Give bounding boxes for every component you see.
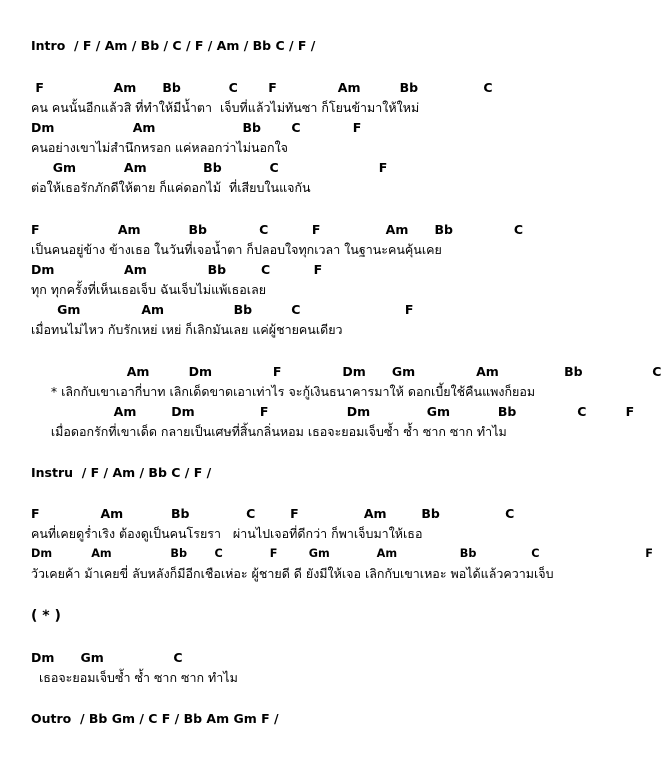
intro-line: Intro / F / Am / Bb / C / F / Am / Bb C / F /	[31, 38, 316, 53]
lyric-line: คนที่เคยดูร่ำเริง ต้องดูเป็นคนโรยรา ผ่านไปเจอที่ดีกว่า ก็พาเจ็บมาให้เธอ	[31, 526, 423, 541]
lyric-line: คนอย่างเขาไม่สำนึกหรอก แค่หลอกว่าไม่นอกใจ	[31, 140, 288, 155]
chord-line: Dm Am Bb C F	[31, 120, 362, 135]
lyric-line: ทุก ทุกครั้งที่เห็นเธอเจ็บ ฉันเจ็บไม่แพ้เธอเลย	[31, 282, 267, 297]
chord-line: Dm Am Bb C F	[31, 262, 323, 277]
lyric-line: * เลิกกับเขาเอากี่บาท เลิกเด็ดขาดเอาเท่าไร จะกู้เงินธนาคารมาให้ ดอกเบี้ยใช้คืนแพงก็ยอม	[31, 384, 536, 399]
chord-line: F Am Bb C F Am Bb C	[31, 506, 515, 521]
lyric-line: เมื่อดอกรักที่เขาเด็ด กลายเป็นเศษที่สิ้นกลิ่นหอม เธอจะยอมเจ็บซ้ำ ซ้ำ ซาก ซาก ทำไม	[31, 424, 507, 439]
lyric-line: วัวเคยค้า ม้าเคยขี่ ลับหลังก็มีอีกเชือเห่อะ ผู้ชายดี ดี ยังมีให้เจอ เลิกกับเขาเหอะ พอได้แล้วความเจ็บ	[31, 566, 554, 581]
chord-line: Dm Am Bb C F Gm Am Bb C F	[31, 547, 653, 560]
chord-line: Am Dm F Dm Gm Bb C F	[31, 404, 635, 419]
instru-line: Instru / F / Am / Bb C / F /	[31, 465, 212, 480]
outro-line: Outro / Bb Gm / C F / Bb Am Gm F /	[31, 711, 279, 726]
chord-line: Gm Am Bb C F	[31, 302, 414, 317]
chord-line: F Am Bb C F Am Bb C	[31, 222, 524, 237]
chord-line: F Am Bb C F Am Bb C	[31, 80, 493, 95]
repeat-chorus-mark: ( * )	[31, 608, 61, 624]
lyric-line: เป็นคนอยู่ข้าง ข้างเธอ ในวันที่เจอน้ำตา ก็ปลอบใจทุกเวลา ในฐานะคนคุ้นเคย	[31, 242, 442, 257]
chord-line: Am Dm F Dm Gm Am Bb C	[31, 364, 662, 379]
chord-line: Dm Gm C	[31, 650, 183, 665]
chord-line: Gm Am Bb C F	[31, 160, 388, 175]
lyric-line: ต่อให้เธอรักภักดีให้ตาย ก็แค่ดอกไม้ ที่เสียบในแจกัน	[31, 180, 311, 195]
lyric-line: คน คนนั้นอีกแล้วสิ ที่ทำให้มีน้ำตา เจ็บที่แล้วไม่ทันซา ก็โยนข้ามาให้ใหม่	[31, 100, 420, 115]
lyric-line: เธอจะยอมเจ็บซ้ำ ซ้ำ ซาก ซาก ทำไม	[31, 670, 238, 685]
lyric-line: เมื่อทนไม่ไหว กับรักเหย่ เหย่ ก็เลิกมันเลย แค่ผู้ชายคนเดียว	[31, 322, 343, 337]
